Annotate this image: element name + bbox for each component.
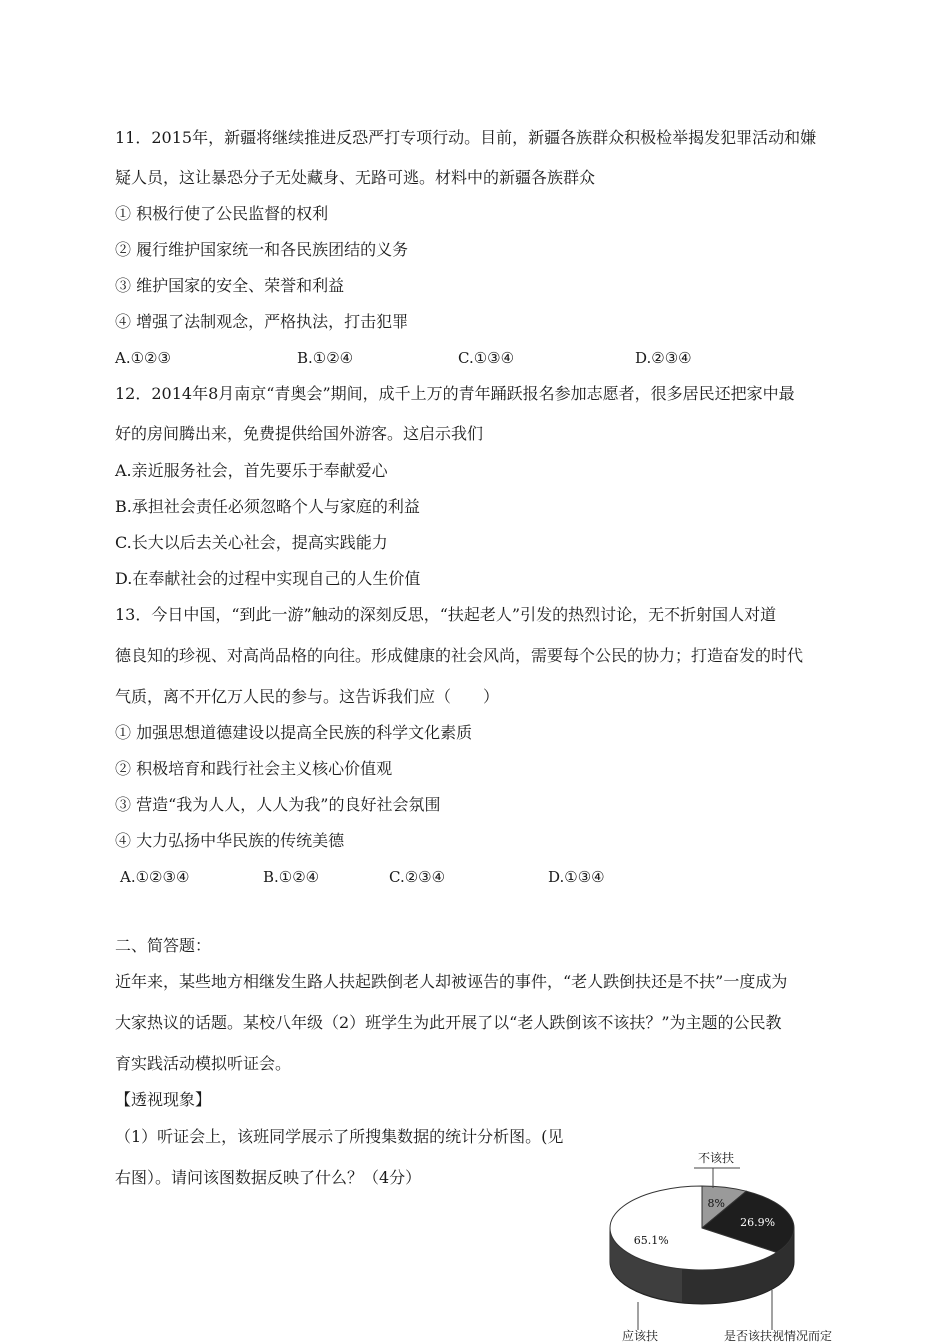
subsection-title: 【透视现象】 — [115, 1090, 212, 1109]
pie-value-label-should-help: 65.1% — [633, 1233, 669, 1247]
callout-label-should-help: 应该扶 — [621, 1329, 659, 1343]
q11-stem-line1: 11．2015年，新疆将继续推进反恐严打专项行动。目前，新疆各族群众积极检举揭发犯罪活动和嫌 — [115, 128, 817, 147]
q13-stem-line1: 13．今日中国，“到此一游”触动的深刻反思，“扶起老人”引发的热烈讨论，无不折射国人对道 — [115, 605, 777, 624]
q13-option-d: D.①③④ — [548, 868, 605, 886]
q11-option-d: D.②③④ — [635, 349, 692, 367]
q13-item-1: ① 加强思想道德建设以提高全民族的科学文化素质 — [115, 723, 473, 742]
q12-stem-line1: 12．2014年8月南京“青奥会”期间，成千上万的青年踊跃报名参加志愿者，很多居民还把家中最 — [115, 384, 795, 403]
q13-item-3: ③ 营造“我为人人，人人为我”的良好社会氛围 — [115, 795, 441, 814]
q13-option-c: C.②③④ — [389, 868, 446, 886]
pie-chart — [600, 1140, 950, 1344]
q13-stem-line2: 德良知的珍视、对高尚品格的向往。形成健康的社会风尚，需要每个公民的协力；打造奋发的时代 — [115, 646, 804, 665]
q11-option-c: C.①③④ — [458, 349, 515, 367]
q11-option-b: B.①②④ — [297, 349, 354, 367]
pie-value-label-not-help: 8% — [707, 1196, 725, 1210]
q12-option-b: B.承担社会责任必须忽略个人与家庭的利益 — [115, 497, 420, 516]
intro-line2: 大家热议的话题。某校八年级（2）班学生为此开展了以“老人跌倒该不该扶？”为主题的公民教 — [115, 1013, 782, 1032]
intro-line3: 育实践活动模拟听证会。 — [115, 1054, 292, 1073]
q13-item-4: ④ 大力弘扬中华民族的传统美德 — [115, 831, 345, 850]
q13-stem-line3: 气质，离不开亿万人民的参与。这告诉我们应（ ） — [115, 687, 500, 706]
q12-stem-line2: 好的房间腾出来，免费提供给国外游客。这启示我们 — [115, 424, 484, 443]
q12-option-a: A.亲近服务社会，首先要乐于奉献爱心 — [115, 461, 388, 480]
question-1-line2: 右图）。请问该图数据反映了什么？（4分） — [115, 1168, 422, 1187]
q11-item-1: ① 积极行使了公民监督的权利 — [115, 204, 329, 223]
callout-label-depends: 是否该扶视情况而定 — [723, 1329, 833, 1343]
q11-item-4: ④ 增强了法制观念，严格执法，打击犯罪 — [115, 312, 409, 331]
q13-option-a: A.①②③④ — [120, 868, 190, 886]
section-heading: 二、简答题： — [115, 936, 212, 955]
question-1-line1: （1）听证会上，该班同学展示了所搜集数据的统计分析图。(见 — [115, 1127, 564, 1146]
q11-stem-line2: 疑人员，这让暴恐分子无处藏身、无路可逃。材料中的新疆各族群众 — [115, 168, 596, 187]
q12-option-d: D.在奉献社会的过程中实现自己的人生价值 — [115, 569, 421, 588]
q11-option-a: A.①②③ — [115, 349, 171, 367]
q11-item-2: ② 履行维护国家统一和各民族团结的义务 — [115, 240, 409, 259]
intro-line1: 近年来，某些地方相继发生路人扶起跌倒老人却被诬告的事件，“老人跌倒扶还是不扶”一度成为 — [115, 972, 788, 991]
q11-item-3: ③ 维护国家的安全、荣誉和利益 — [115, 276, 345, 295]
q12-option-c: C.长大以后去关心社会，提高实践能力 — [115, 533, 388, 552]
pie-value-label-depends: 26.9% — [740, 1216, 776, 1230]
q13-option-b: B.①②④ — [263, 868, 320, 886]
q13-item-2: ② 积极培育和践行社会主义核心价值观 — [115, 759, 393, 778]
callout-label-not-help: 不该扶 — [697, 1151, 735, 1165]
